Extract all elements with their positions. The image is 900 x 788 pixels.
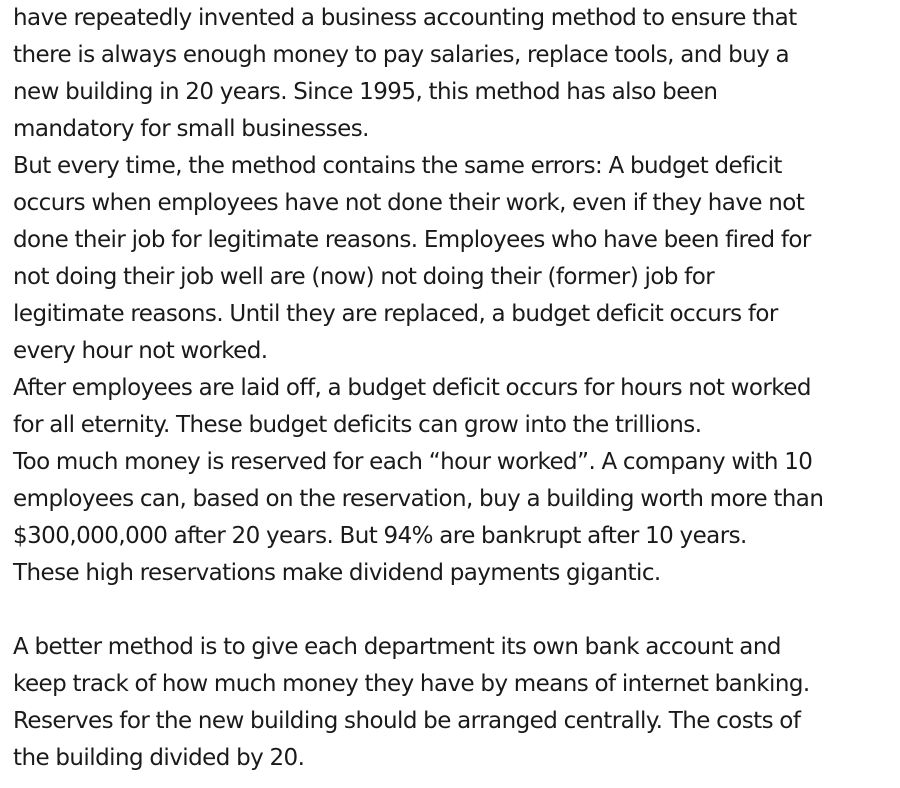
text-line: employees can, based on the reservation, buy a building worth more than <box>13 486 824 512</box>
text-line: have repeatedly invented a business accounting method to ensure that <box>13 5 797 31</box>
document-body <box>13 0 893 777</box>
paragraph-method-intro <box>13 0 893 148</box>
text-line: occurs when employees have not done their work, even if they have not <box>13 190 805 216</box>
text-line: Too much money is reserved for each “hour worked”. A company with 10 <box>13 449 813 475</box>
text-line: A better method is to give each department its own bank account and <box>13 634 781 660</box>
text-line: for all eternity. These budget deficits can grow into the trillions. <box>13 412 702 438</box>
text-line: After employees are laid off, a budget deficit occurs for hours not worked <box>13 375 811 401</box>
text-line: not doing their job well are (now) not doing their (former) job for <box>13 264 715 290</box>
text-line: legitimate reasons. Until they are replaced, a budget deficit occurs for <box>13 301 778 327</box>
paragraph-spacer <box>13 592 893 629</box>
paragraph-reservation <box>13 444 893 555</box>
text-line: the building divided by 20. <box>13 745 305 771</box>
text-line: every hour not worked. <box>13 338 268 364</box>
text-line: done their job for legitimate reasons. Employees who have been fired for <box>13 227 811 253</box>
text-line: $300,000,000 after 20 years. But 94% are bankrupt after 10 years. <box>13 523 747 549</box>
paragraph-dividends <box>13 555 893 592</box>
text-line: keep track of how much money they have by means of internet banking. <box>13 671 810 697</box>
text-line: new building in 20 years. Since 1995, this method has also been <box>13 79 718 105</box>
paragraph-layoffs <box>13 370 893 444</box>
paragraph-better-method <box>13 629 893 777</box>
text-line: mandatory for small businesses. <box>13 116 369 142</box>
text-line: But every time, the method contains the same errors: A budget deficit <box>13 153 782 179</box>
text-line: These high reservations make dividend payments gigantic. <box>13 560 661 586</box>
paragraph-method-errors <box>13 148 893 370</box>
text-line: Reserves for the new building should be arranged centrally. The costs of <box>13 708 801 734</box>
text-line: there is always enough money to pay salaries, replace tools, and buy a <box>13 42 790 68</box>
